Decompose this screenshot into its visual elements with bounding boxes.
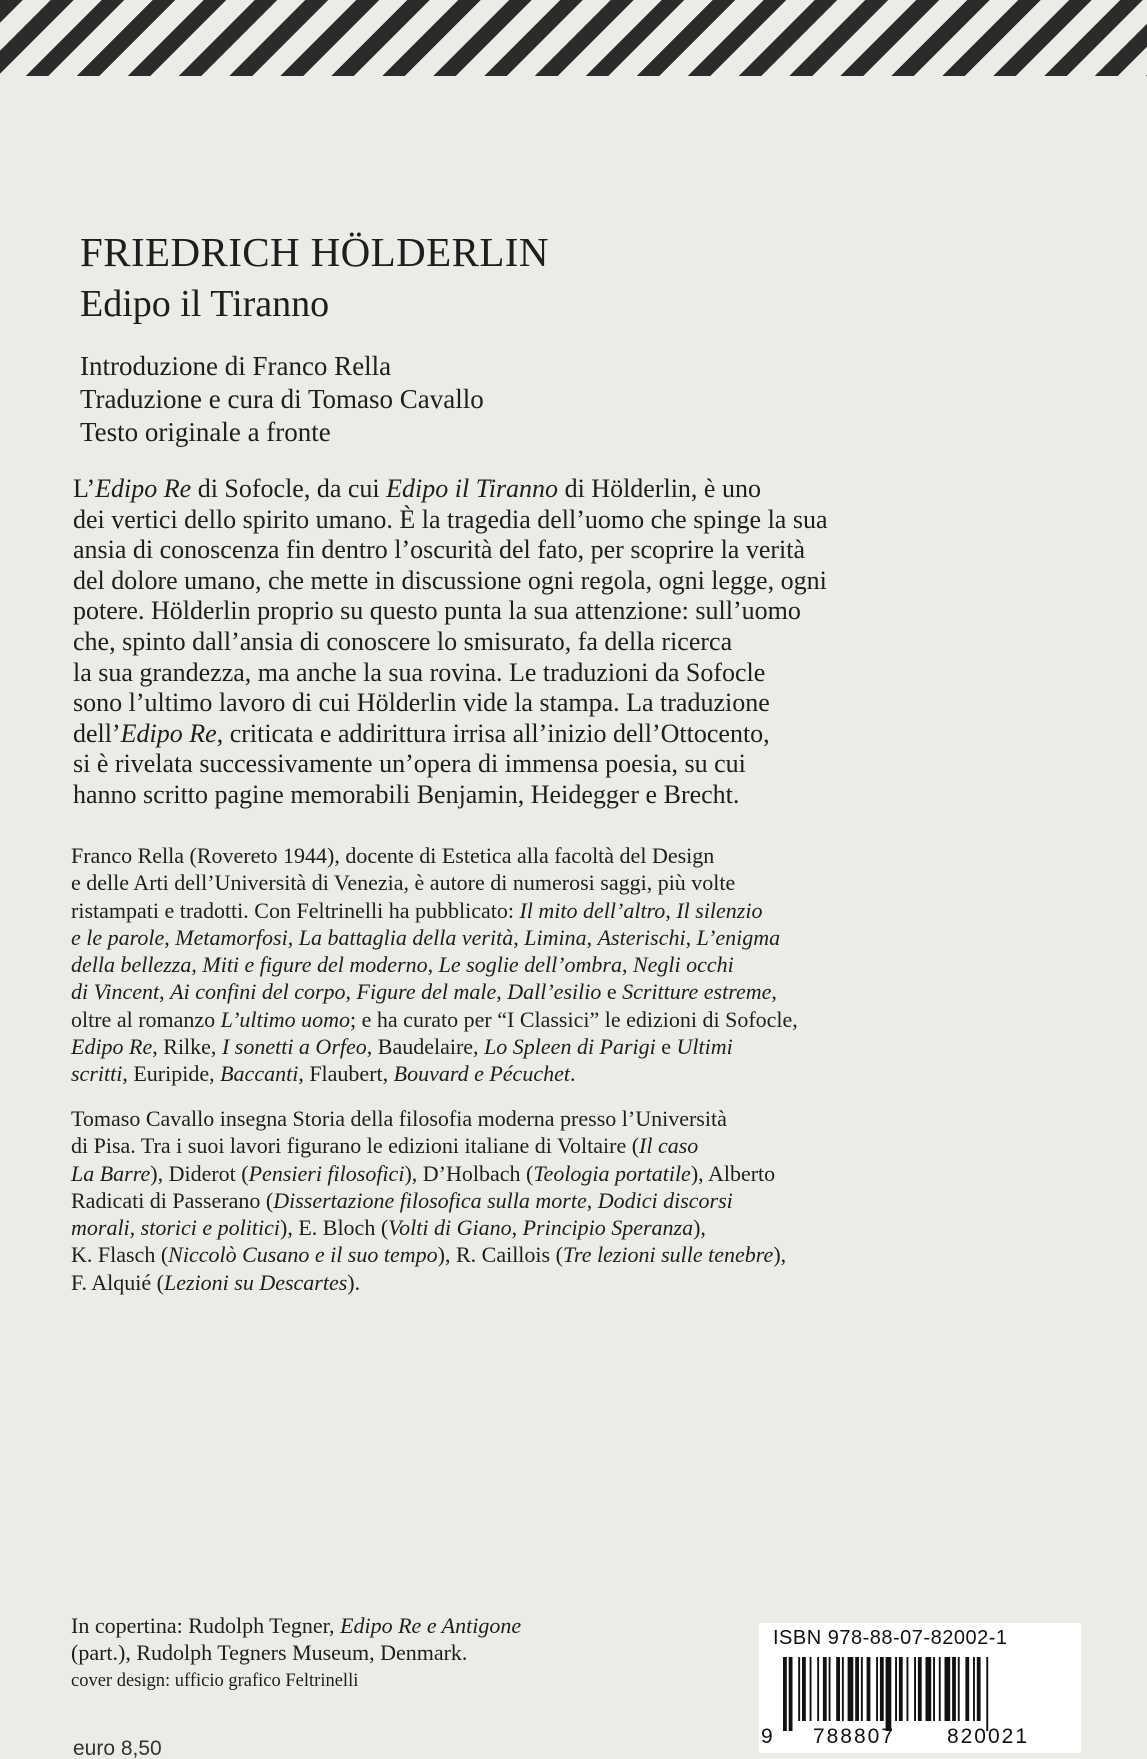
bio_rella-line: Franco Rella (Rovereto 1944), docente di Estetica alla facoltà del Design <box>71 843 715 868</box>
barcode-bar <box>945 1657 951 1721</box>
barcode-bar <box>918 1657 922 1721</box>
bio_rella-line: Edipo Re, Rilke, I sonetti a Orfeo, Baudelaire, Lo Spleen di Parigi e Ultimi <box>71 1034 733 1060</box>
bio_cavallo-line: K. Flasch (Niccolò Cusano e il suo tempo), R. Caillois (Tre lezioni sulle tenebre), <box>71 1242 787 1268</box>
barcode-bar <box>783 1657 787 1731</box>
barcode-bar <box>907 1657 909 1721</box>
barcode-bar <box>810 1657 812 1721</box>
credit-introduction: Introduzione di Franco Rella <box>80 351 392 381</box>
blurb-line: hanno scritto pagine memorabili Benjamin, Heidegger e Brecht. <box>73 779 740 809</box>
author-name: FRIEDRICH HÖLDERLIN <box>80 229 549 275</box>
barcode-bar <box>789 1657 793 1731</box>
description-paragraph <box>73 474 1093 811</box>
barcode-bar <box>939 1657 941 1721</box>
blurb-line: che, spinto dall’ansia di conoscere lo smisurato, fa della ricerca <box>73 626 733 656</box>
isbn-label: ISBN 978-88-07-82002-1 <box>773 1627 1008 1649</box>
barcode-bar <box>886 1657 892 1731</box>
blurb-line: la sua grandezza, ma anche la sua rovina. Le traduzioni da Sofocle <box>73 657 766 687</box>
diagonal-stripe-band <box>0 0 1147 76</box>
barcode-bar <box>861 1657 863 1721</box>
barcode-bar <box>926 1657 932 1721</box>
blurb-line: dei vertici dello spirito umano. È la tragedia dell’uomo che spinge la sua <box>73 504 828 534</box>
bio_cavallo-line: morali, storici e politici), E. Bloch (Volti di Giano, Principio Speranza), <box>71 1215 706 1241</box>
barcode-bar <box>848 1657 854 1721</box>
barcode-bar <box>880 1657 884 1721</box>
bio_rella-line: e delle Arti dell’Università di Venezia, è autore di numerosi saggi, più volte <box>71 870 736 896</box>
blurb-line: potere. Hölderlin proprio su questo punta la sua attenzione: sull’uomo <box>73 596 801 626</box>
blurb-line: dell’Edipo Re, criticata e addirittura irrisa all’inizio dell’Ottocento, <box>73 718 770 748</box>
blurb-line: sono l’ultimo lavoro di cui Hölderlin vide la stampa. La traduzione <box>73 688 770 718</box>
barcode-bar <box>986 1657 988 1731</box>
bio_cavallo-line: Tomaso Cavallo insegna Storia della filosofia moderna presso l’Università <box>71 1106 727 1131</box>
barcode-bar <box>973 1657 975 1721</box>
barcode-bar <box>836 1657 840 1721</box>
blurb-line: del dolore umano, che mette in discussione ogni regola, ogni legge, ogni <box>73 565 827 595</box>
barcode-bar <box>914 1657 916 1721</box>
cover-image-credit <box>71 1612 521 1666</box>
bio_rella-line: della bellezza, Miti e figure del moderno, Le soglie dell’ombra, Negli occhi <box>71 952 734 978</box>
bio-franco-rella <box>71 842 1101 1088</box>
barcode-bar <box>933 1657 935 1721</box>
barcode-bar <box>899 1657 903 1721</box>
barcode-bar <box>829 1657 831 1721</box>
barcode-digits-right: 820021 <box>946 1725 1030 1748</box>
cover-design-credit: cover design: ufficio grafico Feltrinelli <box>71 1671 359 1691</box>
bio_rella-line: scritti, Euripide, Baccanti, Flaubert, Bouvard e Pécuchet. <box>71 1061 576 1087</box>
barcode-bar <box>823 1657 827 1721</box>
barcode-bar <box>977 1657 981 1721</box>
bio_cavallo-line: di Pisa. Tra i suoi lavori figurano le edizioni italiane di Voltaire (Il caso <box>71 1133 699 1159</box>
bio_rella-line: oltre al romanzo L’ultimo uomo; e ha curato per “I Classici” le edizioni di Sofocle, <box>71 1006 798 1032</box>
bio_rella-line: e le parole, Metamorfosi, La battaglia della verità, Limina, Asterischi, L’enigma <box>71 924 781 950</box>
barcode-bar <box>817 1657 819 1721</box>
barcode-block <box>759 1623 1081 1753</box>
barcode-bar <box>842 1657 844 1721</box>
cover_credit-line: (part.), Rudolph Tegners Museum, Denmark. <box>71 1640 468 1665</box>
barcode-bar <box>965 1657 969 1721</box>
blurb-line: si è rivelata successivamente un’opera di immensa poesia, su cui <box>73 749 746 779</box>
credit-translation: Traduzione e cura di Tomaso Cavallo <box>80 384 484 414</box>
bio_cavallo-line: F. Alquié (Lezioni su Descartes). <box>71 1269 361 1295</box>
cover_credit-line: In copertina: Rudolph Tegner, Edipo Re e Antigone <box>71 1613 522 1638</box>
book-title: Edipo il Tiranno <box>80 283 330 325</box>
barcode-bar <box>855 1657 859 1721</box>
barcode-bar <box>867 1657 871 1721</box>
bio_cavallo-line: Radicati di Passerano (Dissertazione filosofica sulla morte, Dodici discorsi <box>71 1187 733 1213</box>
barcode-bar <box>958 1657 960 1721</box>
barcode-digits-left: 788807 <box>812 1725 896 1748</box>
barcode-bar <box>876 1657 878 1721</box>
credits-block <box>80 350 484 449</box>
blurb-line: ansia di conoscenza fin dentro l’oscurità del fato, per scoprire la verità <box>73 535 806 565</box>
bio_rella-line: ristampati e tradotti. Con Feltrinelli ha pubblicato: Il mito dell’altro, Il silenzio <box>71 897 763 923</box>
bio_rella-line: di Vincent, Ai confini del corpo, Figure del male, Dall’esilio e Scritture estreme, <box>71 979 777 1005</box>
barcode-bar <box>798 1657 800 1721</box>
bio_cavallo-line: La Barre), Diderot (Pensieri filosofici), D’Holbach (Teologia portatile), Alberto <box>71 1160 776 1186</box>
price-label: euro 8,50 <box>73 1737 162 1759</box>
barcode-bar <box>895 1657 897 1721</box>
barcode-digit-first: 9 <box>761 1725 773 1748</box>
bio-tomaso-cavallo <box>71 1105 1101 1296</box>
barcode-bar <box>952 1657 956 1721</box>
barcode-bar <box>802 1657 806 1721</box>
credit-original-text: Testo originale a fronte <box>80 417 331 447</box>
blurb-line: L’Edipo Re di Sofocle, da cui Edipo il Tiranno di Hölderlin, è uno <box>73 474 761 503</box>
